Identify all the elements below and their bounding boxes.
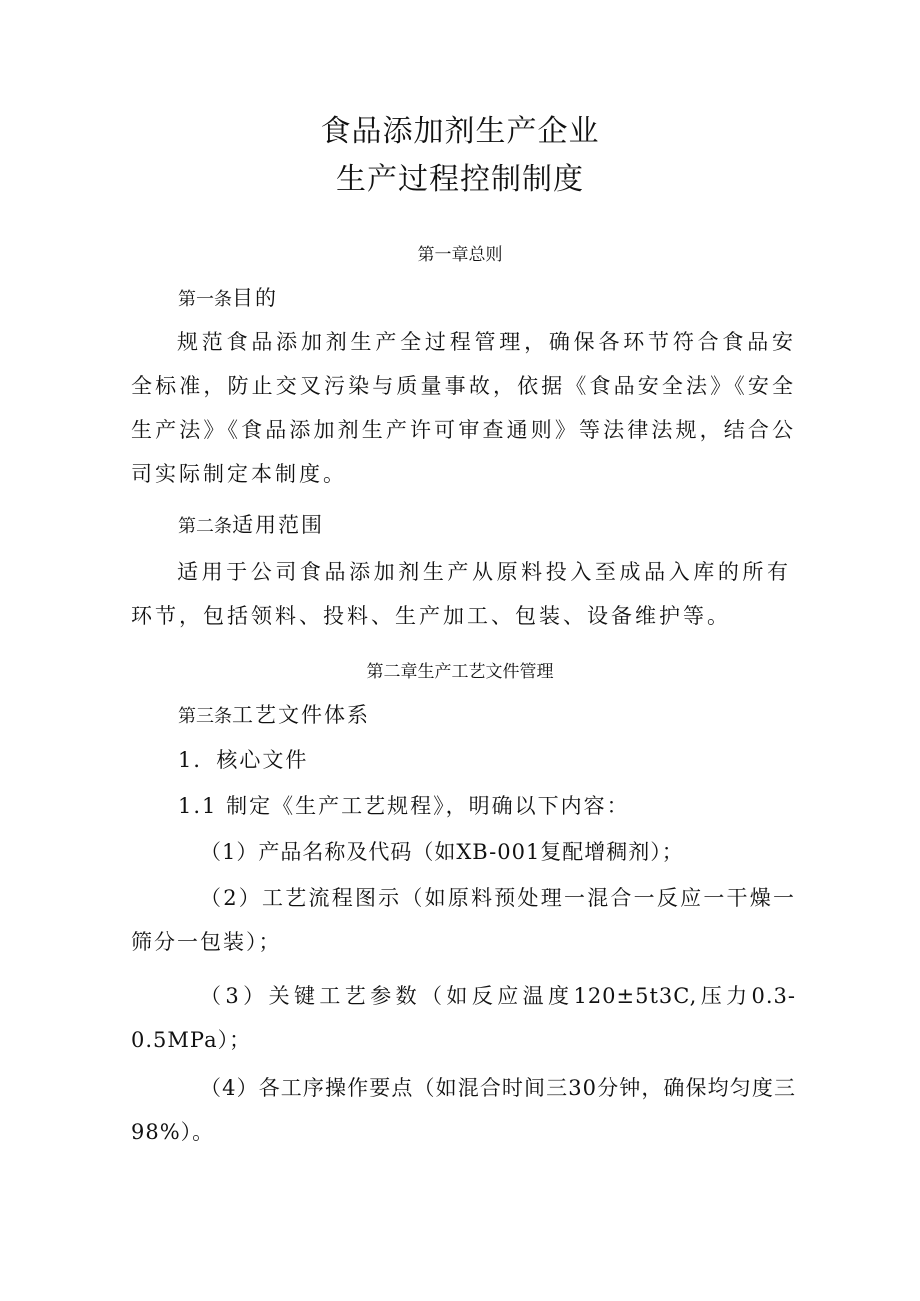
article-1-number: 第一条 [178, 289, 232, 310]
document-title-line2: 生产过程控制制度 [336, 162, 584, 197]
sub-item-1: （1）产品名称及代码（如XB-001复配增稠剂）； [200, 840, 684, 864]
chapter-heading-1: 第一章总则 [417, 245, 503, 265]
sub-item-2: （2）工艺流程图示（如原料预处理一混合一反应一干燥一筛分一包装）； [131, 886, 796, 954]
article-2-title: 适用范围 [232, 513, 324, 537]
article-1-body: 规范食品添加剂生产全过程管理，确保各环节符合食品安全标准，防止交叉污染与质量事故，依据《食品安全法》《安全生产法》《食品添加剂生产许可审查通则》等法律法规，结合公司实际制定本制度。 [131, 330, 796, 486]
item-1: 1．核心文件 [178, 748, 309, 772]
sub-item-3: （3）关键工艺参数（如反应温度120±5t3C,压力0.3-0.5MPa）； [131, 984, 796, 1052]
article-3-number: 第三条 [178, 706, 232, 727]
article-2-body: 适用于公司食品添加剂生产从原料投入至成品入库的所有环节，包括领料、投料、生产加工、包装、设备维护等。 [131, 560, 791, 628]
article-1-title: 目的 [232, 286, 278, 310]
article-3-title: 工艺文件体系 [232, 703, 370, 727]
article-2-number: 第二条 [178, 516, 232, 537]
item-1-1: 1.1 制定《生产工艺规程》，明确以下内容： [178, 794, 630, 818]
article-3-heading [178, 700, 370, 732]
document-title-line1: 食品添加剂生产企业 [320, 114, 600, 149]
article-1-heading [178, 283, 278, 315]
sub-item-4: （4）各工序操作要点（如混合时间三30分钟，确保均匀度三98%）。 [131, 1076, 796, 1144]
chapter-heading-2: 第二章生产工艺文件管理 [366, 662, 554, 682]
article-2-heading [178, 510, 324, 542]
